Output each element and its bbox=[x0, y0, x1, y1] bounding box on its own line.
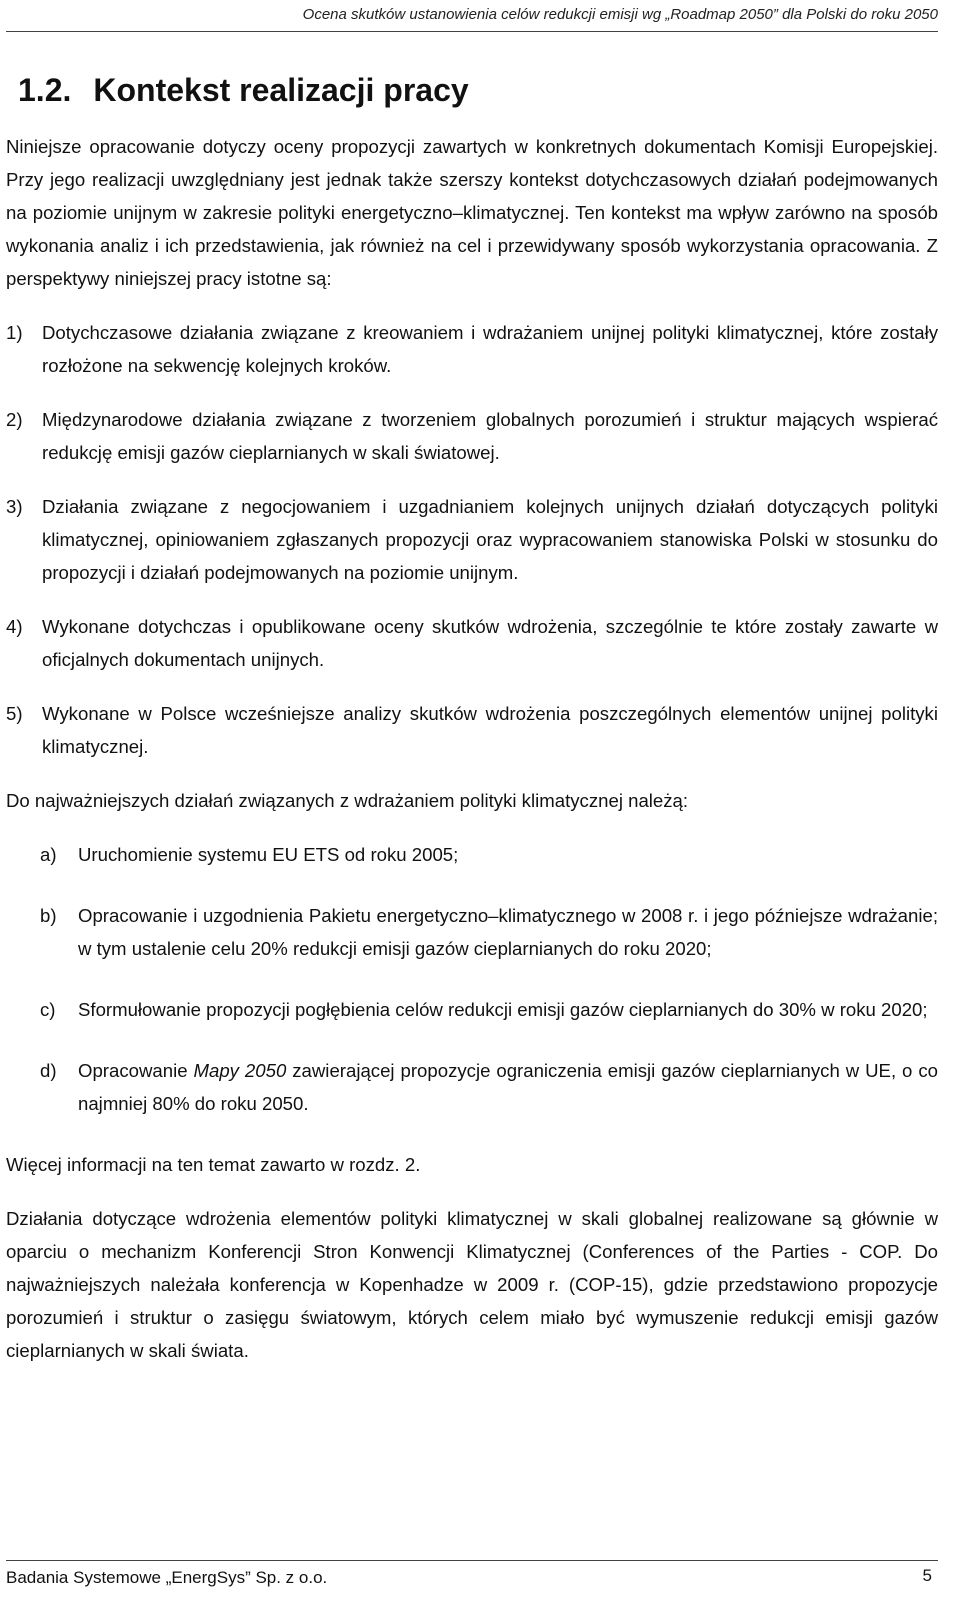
list-marker: 1) bbox=[6, 322, 23, 343]
list-marker: b) bbox=[40, 905, 57, 926]
list-marker: d) bbox=[40, 1060, 57, 1081]
lettered-list bbox=[6, 838, 938, 1120]
list-marker: a) bbox=[40, 844, 57, 865]
footer-divider bbox=[6, 1560, 938, 1561]
list-item-text-rest: zawierającej propozycje ograniczenia emisji gazów cieplarnianych w UE, o co najmniej 80% do roku 2050. bbox=[78, 1060, 938, 1114]
page-number: 5 bbox=[922, 1566, 932, 1585]
footer-publisher: Badania Systemowe „EnergSys” Sp. z o.o. bbox=[6, 1568, 328, 1587]
intro-paragraph: Niniejsze opracowanie dotyczy oceny propozycji zawartych w konkretnych dokumentach Komisji Europejskiej. Przy jego realizacji uwzględniany jest jednak także szerszy kontekst dotychczasowych działań podejmowanych na poziomie unijnym w zakresie polityki energetyczno–klimatycznej. Ten kontekst ma wpływ zarówno na sposób wykonania analiz i ich przedstawienia, jak również na cel i przewidywany sposób wykorzystania opracowania. Z perspektywy niniejszej pracy istotne są: bbox=[6, 136, 938, 289]
list-item bbox=[6, 490, 938, 589]
list-marker: 3) bbox=[6, 496, 23, 517]
list-item bbox=[6, 899, 938, 965]
list-marker: c) bbox=[40, 999, 56, 1020]
list-item bbox=[6, 993, 938, 1026]
list-item-text: Dotychczasowe działania związane z kreowaniem i wdrażaniem unijnej polityki klimatycznej, które zostały rozłożone na sekwencję kolejnych kroków. bbox=[42, 322, 938, 376]
list-item bbox=[6, 610, 938, 676]
list-item-text: Działania związane z negocjowaniem i uzgadnianiem kolejnych unijnych działań dotyczących polityki klimatycznej, opiniowaniem zgłaszanych propozycji oraz wypracowaniem stanowiska Polski w stosunku do propozycji i działań podejmowanych na poziomie unijnym. bbox=[42, 496, 938, 583]
list-marker: 4) bbox=[6, 616, 23, 637]
section-number: 1.2. bbox=[18, 72, 72, 108]
list-item-text: Międzynarodowe działania związane z tworzeniem globalnych porozumień i struktur mających wspierać redukcję emisji gazów cieplarnianych w skali światowej. bbox=[42, 409, 938, 463]
more-info-paragraph: Więcej informacji na ten temat zawarto w rozdz. 2. bbox=[6, 1154, 421, 1175]
section-heading bbox=[18, 70, 469, 110]
section-title: Kontekst realizacji pracy bbox=[93, 72, 469, 108]
running-header: Ocena skutków ustanowienia celów redukcji emisji wg „Roadmap 2050” dla Polski do roku 2050 bbox=[302, 6, 938, 23]
list-marker: 2) bbox=[6, 409, 23, 430]
list-item-text: Wykonane dotychczas i opublikowane oceny skutków wdrożenia, szczególnie te które zostały zawarte w oficjalnych dokumentach unijnych. bbox=[42, 616, 938, 670]
list-item-text: Opracowanie i uzgodnienia Pakietu energetyczno–klimatycznego w 2008 r. i jego późniejsze wdrażanie; w tym ustalenie celu 20% redukcji emisji gazów cieplarnianych do roku 2020; bbox=[78, 905, 938, 959]
list-marker: 5) bbox=[6, 703, 23, 724]
document-page bbox=[6, 0, 938, 1601]
list-item-text: Sformułowanie propozycji pogłębienia celów redukcji emisji gazów cieplarnianych do 30% w roku 2020; bbox=[78, 999, 928, 1020]
header-divider bbox=[6, 31, 938, 32]
list-item bbox=[6, 697, 938, 763]
list-item bbox=[6, 1054, 938, 1120]
list-item-text: Uruchomienie systemu EU ETS od roku 2005; bbox=[78, 844, 459, 865]
list-item-text: Opracowanie bbox=[78, 1060, 194, 1081]
closing-paragraph: Działania dotyczące wdrożenia elementów polityki klimatycznej w skali globalnej realizowane są głównie w oparciu o mechanizm Konferencji Stron Konwencji Klimatycznej (Conferences of the Parties - COP. Do najważniejszych należała konferencja w Kopenhadze w 2009 r. (COP-15), gdzie przedstawiono propozycje porozumień i struktur o zasięgu światowym, których celem miało być wymuszenie redukcji emisji gazów cieplarnianych w skali świata. bbox=[6, 1208, 938, 1361]
lead-paragraph: Do najważniejszych działań związanych z wdrażaniem polityki klimatycznej należą: bbox=[6, 790, 689, 811]
numbered-list bbox=[6, 316, 938, 763]
list-item bbox=[6, 403, 938, 469]
list-item bbox=[6, 838, 938, 871]
document-title-italic: Mapy 2050 bbox=[193, 1060, 287, 1081]
document-body bbox=[6, 130, 938, 1388]
list-item-text: Wykonane w Polsce wcześniejsze analizy skutków wdrożenia poszczególnych elementów unijnej polityki klimatycznej. bbox=[42, 703, 938, 757]
list-item bbox=[6, 316, 938, 382]
